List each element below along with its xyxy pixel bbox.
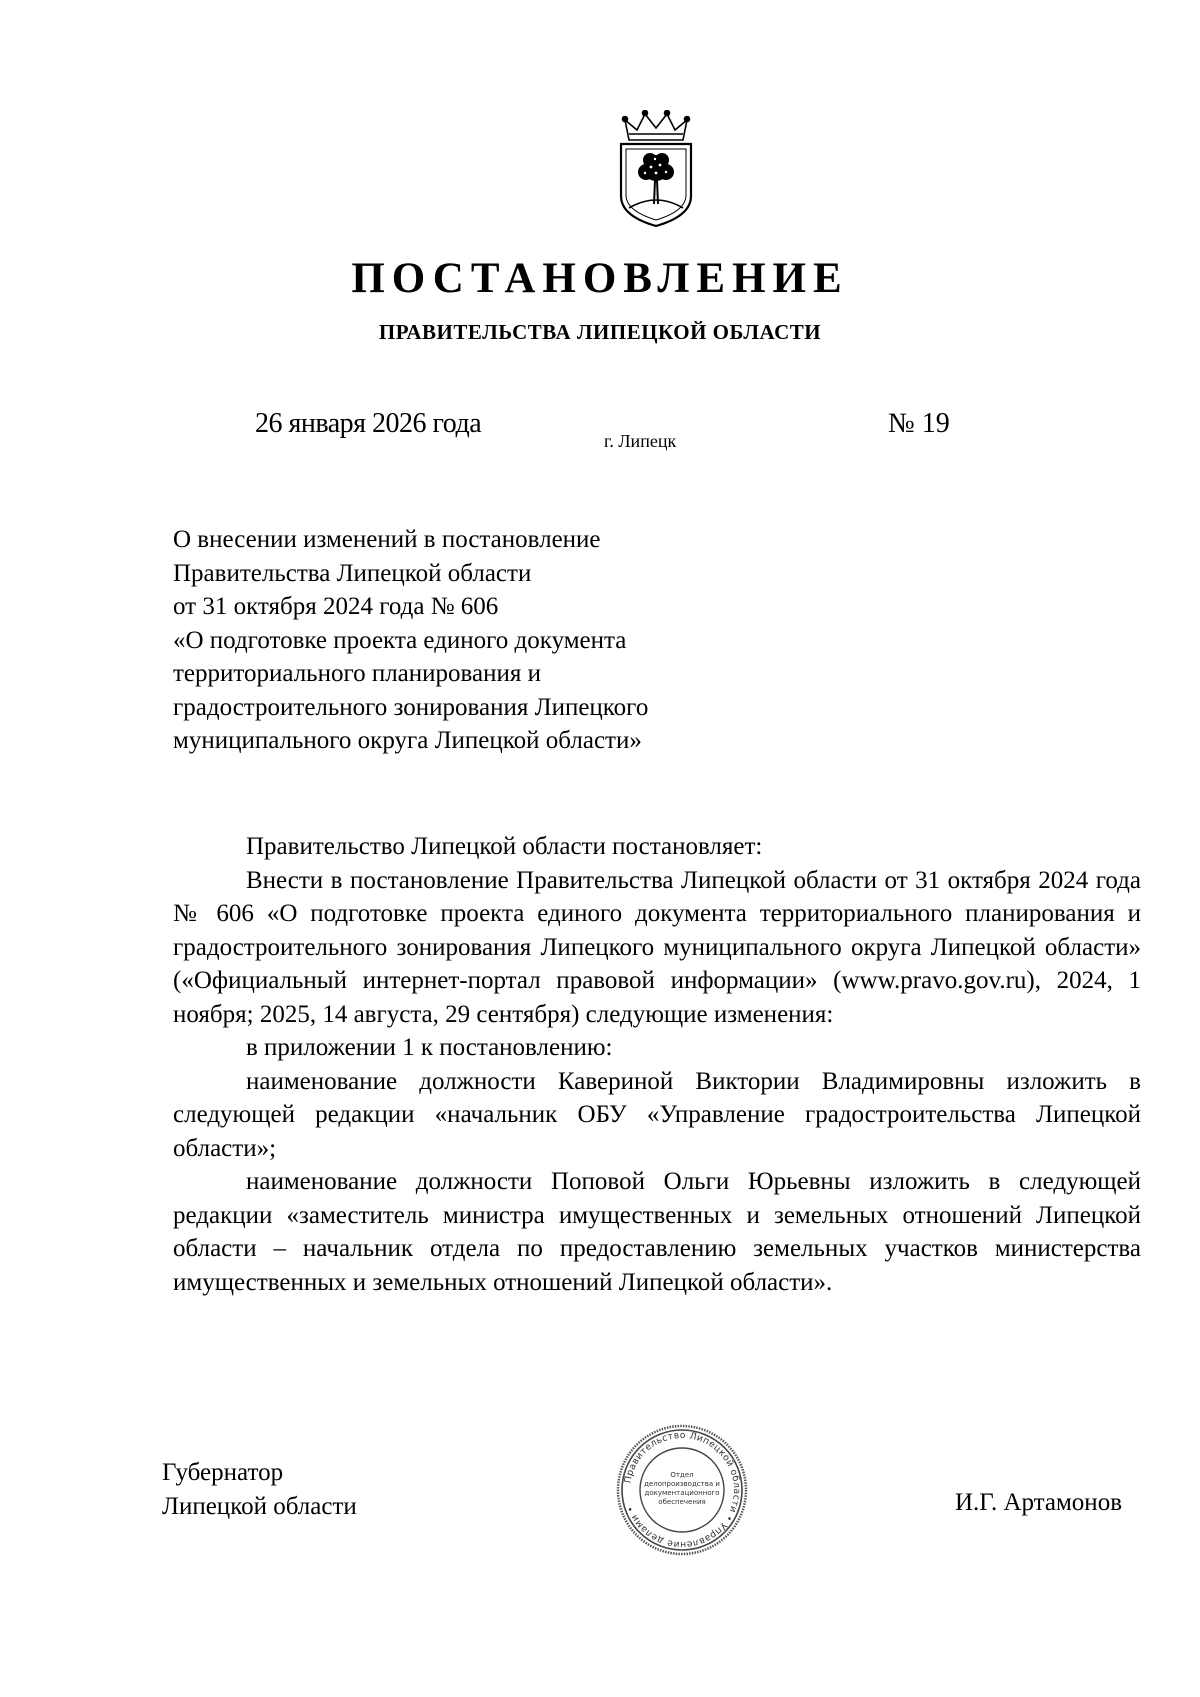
subject-line: «О подготовке проекта единого документа [173,626,627,654]
body-paragraph: в приложении 1 к постановлению: [246,1034,613,1061]
body-paragraph: наименование должности Кавериной Виктории Владимировны изложить в следующей редакции «начальник ОБУ «Управление градостроительства Липецкой области»; [173,1067,1141,1162]
body-paragraph: Правительство Липецкой области постановляет: [246,833,763,860]
document-city: г. Липецк [604,431,677,451]
subject-line: О внесении изменений в постановление [173,526,601,553]
document-type-title: ПОСТАНОВЛЕНИЕ [351,255,849,302]
seal-center-line: делопроизводства и [644,1480,720,1488]
body-paragraph: наименование должности Поповой Ольги Юрьевны изложить в следующей редакции «заместитель министра имущественных и земельных отношений Липецкой области – начальник отдела по предоставлению земельных участков министерства имущественных и земельных отношений Липецкой области». [173,1168,1141,1296]
body-paragraph: Внести в постановление Правительства Липецкой области от 31 октября 2024 года № 606 «О подготовке проекта единого документа территориального планирования и градостроительного зонирования Липецкого муниципального округа Липецкой области» («Официальный интернет-портал правовой информации» (www.pravo.gov.ru), 2024, 1 ноября; 2025, 14 августа, 29 сентября) следующие изменения: [173,866,1141,1028]
coat-of-arms-icon [615,110,697,230]
signatory-title-line: Липецкой области [162,1492,357,1520]
seal-ring-text: Правительство Липецкой области • Управление делами • [622,1429,743,1551]
seal-center-line: Отдел [670,1471,694,1479]
subject-line: Правительства Липецкой области [173,559,532,587]
signatory-title [162,1456,357,1523]
subject-line: от 31 октября 2024 года № 606 [173,593,499,620]
seal-center-line: документационного [644,1489,720,1497]
document-subject [173,523,648,758]
seal-center-line: обеспечения [658,1498,706,1506]
signatory-name: И.Г. Артамонов [955,1489,1122,1516]
subject-line: градостроительного зонирования Липецкого [173,693,649,721]
signatory-title-line: Губернатор [162,1459,284,1486]
subject-line: территориального планирования и [173,660,541,687]
document-number: № 19 [888,408,950,439]
issuer-title: ПРАВИТЕЛЬСТВА ЛИПЕЦКОЙ ОБЛАСТИ [378,320,822,344]
subject-line: муниципального округа Липецкой области» [173,727,642,754]
document-body [173,830,1141,1299]
document-date: 26 января 2026 года [255,408,482,439]
official-seal-icon [614,1422,750,1558]
